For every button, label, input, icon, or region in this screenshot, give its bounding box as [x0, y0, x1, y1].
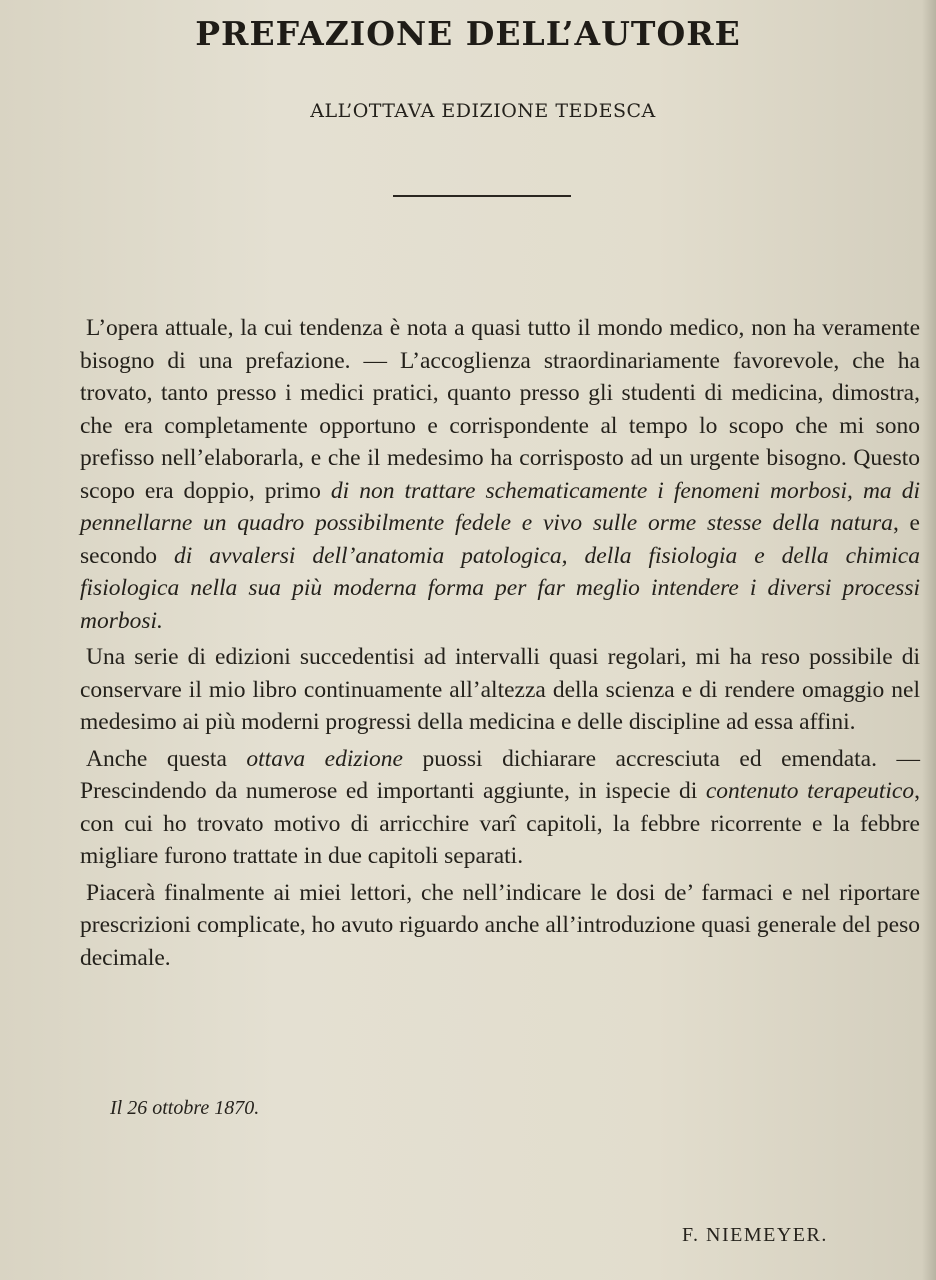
text-run: Una serie di edizioni succedentisi ad intervalli quasi regolari, mi ha reso possibile di conservare il mio libro continuamente all’altezza della scienza e di rendere omaggio nel medesimo ai più moderni progressi della medicina e delle discipline ad essa affini. — [80, 644, 920, 735]
title-divider — [393, 195, 571, 197]
italic-run: di avvalersi dell’anatomia patologica, della fisiologia e della chimica fisiologica nella sua più moderna forma per far meglio intendere i diversi processi morbosi. — [80, 542, 920, 634]
preface-body — [80, 312, 920, 974]
italic-run: ottava edizione — [246, 745, 403, 772]
text-run: L’opera attuale, la cui tendenza è nota a quasi tutto il mondo medico, non ha veramente bisogno di una prefazione. — L’accoglienza straordinariamente favorevole, che ha trovato, tanto presso i medici pratici, quanto presso gli studenti di medicina, dimostra, che era completamente opportuno e corrispondente al tempo lo scopo che mi sono prefisso nell’elaborarla, e che il medesimo ha corrisposto ad un urgente bisogno. Questo scopo era doppio, primo — [80, 315, 920, 504]
paragraph-2 — [80, 641, 920, 739]
text-run: puossi dichiarare accresciuta ed emendata. — Prescindendo da numerose ed importanti aggiunte, in ispecie di — [80, 745, 921, 804]
page-subtitle: ALL’OTTAVA EDIZIONE TEDESCA — [310, 100, 656, 122]
preface-date: Il 26 ottobre 1870. — [110, 1097, 260, 1119]
italic-run: di non trattare schematicamente i fenomeni morbosi, ma di pennellarne un quadro possibilmente fedele e vivo sulle orme stesse della natura — [80, 477, 920, 536]
page-title: PREFAZIONE DELL’AUTORE — [195, 14, 741, 53]
paragraph-3 — [80, 743, 920, 873]
author-signature: F. NIEMEYER. — [682, 1224, 828, 1246]
text-run: Anche questa — [86, 745, 247, 772]
page-edge-shadow — [922, 0, 936, 1280]
paragraph-4 — [80, 877, 920, 975]
paragraph-1 — [80, 312, 920, 637]
text-run: , con cui ho trovato motivo di arricchire varî capitoli, la febbre ricorrente e la febbre migliare furono trattate in due capitoli separati. — [80, 778, 920, 869]
italic-run: contenuto terapeutico — [705, 778, 915, 804]
text-run: Piacerà finalmente ai miei lettori, che nell’indicare le dosi de’ farmaci e nel riportare prescrizioni complicate, ho avuto riguardo anche all’introduzione quasi generale del peso decimale. — [80, 879, 920, 971]
text-run: , e secondo — [80, 510, 920, 569]
